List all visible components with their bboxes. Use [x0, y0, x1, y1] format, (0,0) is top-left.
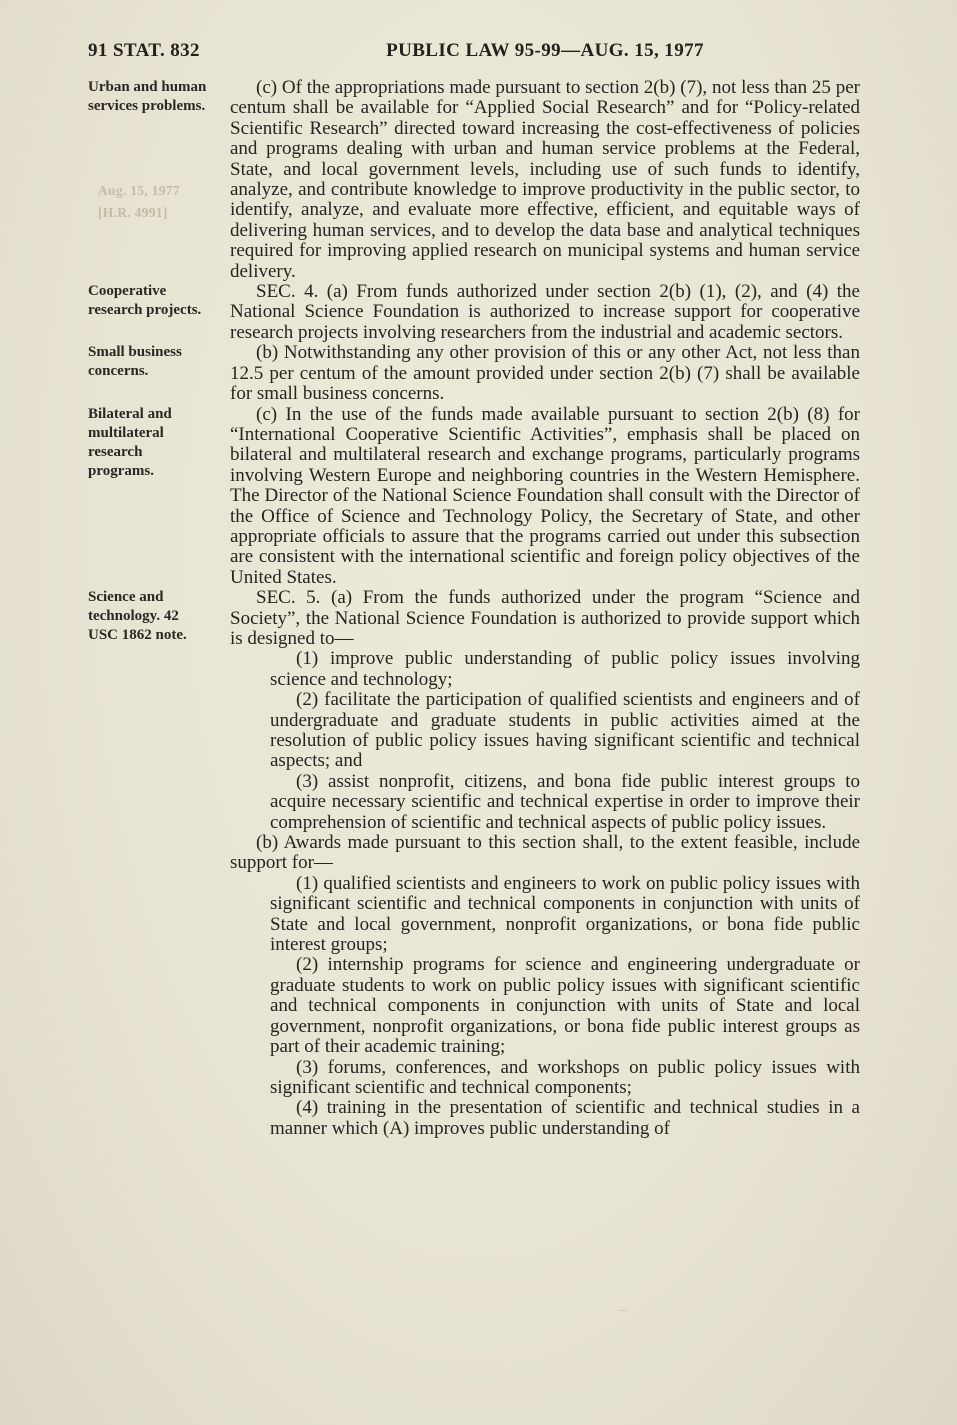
- statute-row: [88, 405, 860, 589]
- bleed-through-bill-number-text: [H.R. 4991]: [98, 205, 168, 220]
- statute-body-column: [230, 78, 860, 282]
- statute-paragraph: SEC. 4. (a) From funds authorized under section 2(b) (1), (2), and (4) the National Science Foundation is authorized to increase support for cooperative research projects involving researchers from the industrial and academic sectors.: [230, 281, 860, 343]
- page-header: [88, 40, 860, 62]
- statute-body-column: [230, 405, 860, 589]
- margin-note-small-business: Small business concerns.: [88, 344, 182, 380]
- margin-note-cooperative-research: Cooperative research projects.: [88, 283, 202, 319]
- statute-paragraph: (b) Notwithstanding any other provision of this or any other Act, not less than 12.5 per centum of the amount provided under section 2(b) (7) shall be available for small business concerns.: [230, 342, 860, 405]
- statute-row: [88, 78, 860, 282]
- statute-paragraph: (c) In the use of the funds made available pursuant to section 2(b) (8) for “International Cooperative Scientific Activities”, emphasis shall be placed on bilateral and multilateral research and exchange programs, particularly programs involving Western Europe and neighboring countries in the Western Hemisphere. The Director of the National Science Foundation shall consult with the Director of the Office of Science and Technology Policy, the Secretary of State, and other appropriate officials to assure that the programs carried out under this subsection are consistent with the international scientific and foreign policy objectives of the United States.: [230, 403, 860, 588]
- statute-subclause: (1) qualified scientists and engineers to work on public policy issues with significant scientific and technical components in conjunction with units of State and local government, nonprofit organizations, or bona fide public interest groups;: [270, 872, 860, 956]
- statute-body-column: [230, 588, 860, 1139]
- statute-row: [88, 282, 860, 343]
- statute-row: [88, 343, 860, 404]
- public-law-running-title: PUBLIC LAW 95-99—AUG. 15, 1977: [386, 40, 704, 61]
- statute-row: [88, 588, 860, 1139]
- margin-note-bilateral-multilateral: Bilateral and multilateral research programs.: [88, 405, 172, 479]
- margin-note-urban-human-services: Urban and human services problems.: [88, 79, 207, 114]
- statute-body-column: [230, 343, 860, 404]
- statute-subclause: (2) internship programs for science and engineering undergraduate or graduate students to work on public policy issues with significant scientific and technical components in conjunction with units of State and local government, nonprofit organizations, or bona fide public interest groups as part of their academic training;: [270, 954, 860, 1058]
- bleed-through-date-text: Aug. 15, 1977: [98, 183, 180, 198]
- statute-body-column: [230, 282, 860, 343]
- statute-subclause: (3) assist nonprofit, citizens, and bona fide public interest groups to acquire necessary scientific and technical expertise in order to improve their comprehension of scientific and technical aspects of public policy issues.: [270, 770, 860, 833]
- statute-subclause: (4) training in the presentation of scientific and technical studies in a manner which (A) improves public understanding of: [270, 1097, 860, 1139]
- statute-subclause: (3) forums, conferences, and workshops on public policy issues with significant scientific and technical components;: [270, 1056, 860, 1098]
- statute-subclause: (1) improve public understanding of public policy issues involving science and technology;: [270, 648, 860, 690]
- statute-page-number: 91 STAT. 832: [88, 40, 200, 61]
- statute-paragraph: (b) Awards made pursuant to this section shall, to the extent feasible, include support for—: [230, 832, 860, 874]
- statute-paragraph: SEC. 5. (a) From the funds authorized under the program “Science and Society”, the National Science Foundation is authorized to provide support which is designed to—: [230, 587, 860, 649]
- statute-paragraph: (c) Of the appropriations made pursuant to section 2(b) (7), not less than 25 per centum shall be available for “Applied Social Research” and for “Policy-related Scientific Research” directed toward increasing the cost-effectiveness of policies and programs dealing with urban and human service problems at the Federal, State, and local government levels, including use of such funds to identify, analyze, and contribute knowledge to improve productivity in the public sector, to identify, analyze, and evaluate more effective, efficient, and equitable ways of delivering human services, and to develop the data base and analytical techniques required for improving applied research on municipal systems and human service delivery.: [230, 77, 860, 282]
- margin-note-science-technology: Science and technology. 42 USC 1862 note.: [88, 589, 187, 644]
- scan-artifact: ...: [618, 1300, 627, 1314]
- statute-subclause: (2) facilitate the participation of qualified scientists and engineers and of undergraduate and graduate students in public activities aimed at the resolution of public policy issues having significant scientific and technical aspects; and: [270, 689, 860, 772]
